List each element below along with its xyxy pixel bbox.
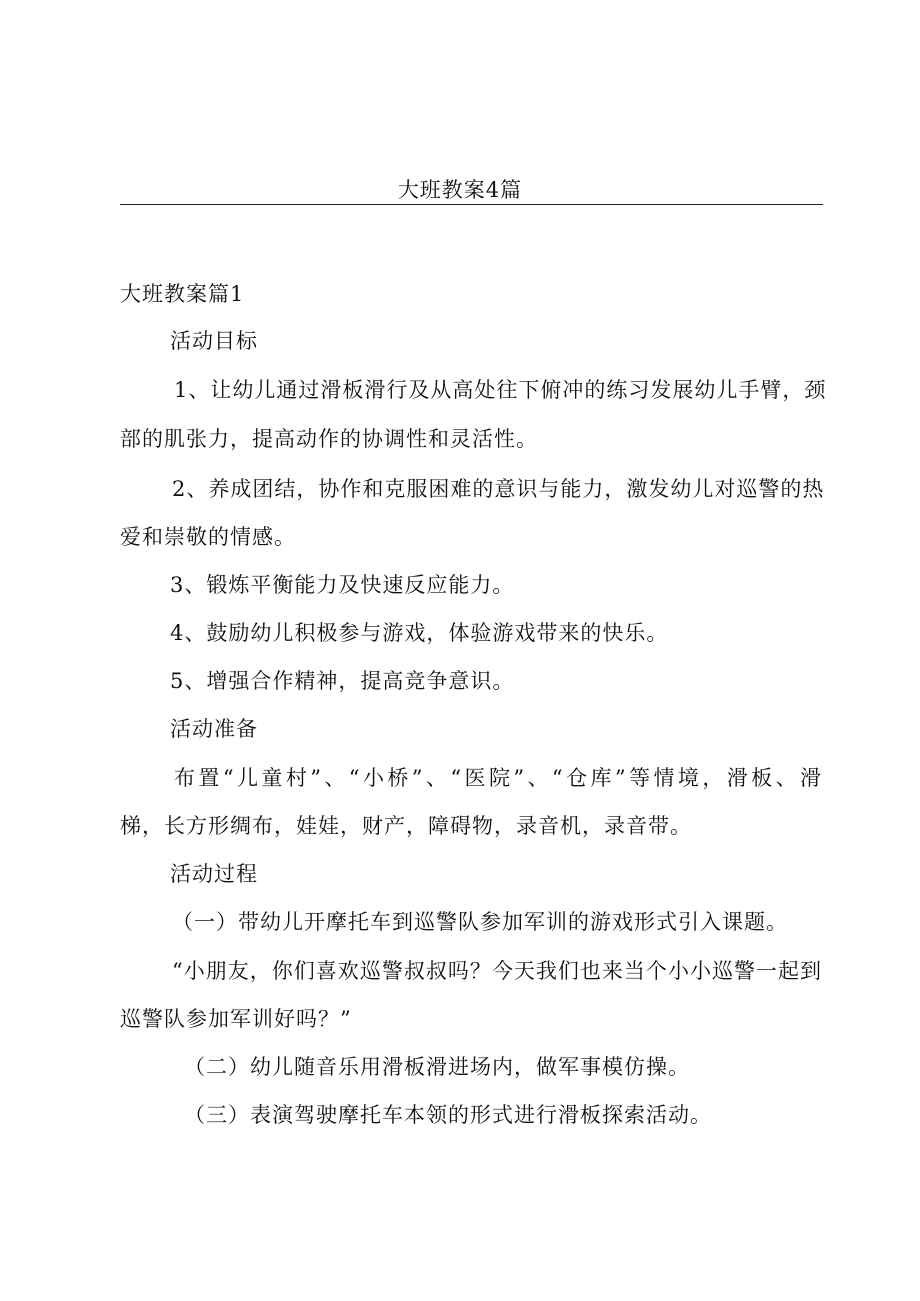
- quote-line-2: 巡警队参加军训好吗？”: [120, 1007, 352, 1031]
- goal-3: 3、锻炼平衡能力及快速反应能力。: [170, 573, 515, 597]
- quote-line-1: “小朋友，你们喜欢巡警叔叔吗？今天我们也来当个小小巡警一起到: [172, 959, 822, 983]
- section-title: 大班教案篇1: [120, 282, 245, 306]
- goal-2-line-1: 2、养成团结，协作和克服困难的意识与能力，激发幼儿对巡警的热: [172, 477, 825, 501]
- heading-activity-goals: 活动目标: [170, 329, 258, 353]
- preparation-line-2: 梯，长方形绸布，娃娃，财产，障碍物，录音机，录音带。: [120, 814, 692, 838]
- goal-4: 4、鼓励幼儿积极参与游戏，体验游戏带来的快乐。: [170, 621, 669, 645]
- title-divider: [120, 204, 823, 205]
- process-step-3: （三）表演驾驶摩托车本领的形式进行滑板探索活动。: [184, 1103, 712, 1127]
- goal-2-line-2: 爱和崇敬的情感。: [120, 525, 296, 549]
- preparation-line-1: 布置“儿童村”、“小桥”、“医院”、“仓库”等情境，滑板、滑: [174, 766, 822, 790]
- heading-activity-process: 活动过程: [170, 862, 258, 886]
- goal-5: 5、增强合作精神，提高竞争意识。: [170, 669, 515, 693]
- document-title: 大班教案4篇: [397, 178, 523, 202]
- process-step-2: （二）幼儿随音乐用滑板滑进场内，做军事模仿操。: [184, 1055, 690, 1079]
- process-step-1: （一）带幼儿开摩托车到巡警队参加军训的游戏形式引入课题。: [172, 910, 788, 934]
- heading-activity-preparation: 活动准备: [170, 717, 258, 741]
- goal-1-line-2: 部的肌张力，提高动作的协调性和灵活性。: [120, 427, 538, 451]
- goal-1-line-1: 1、让幼儿通过滑板滑行及从高处往下俯冲的练习发展幼儿手臂，颈: [174, 378, 827, 402]
